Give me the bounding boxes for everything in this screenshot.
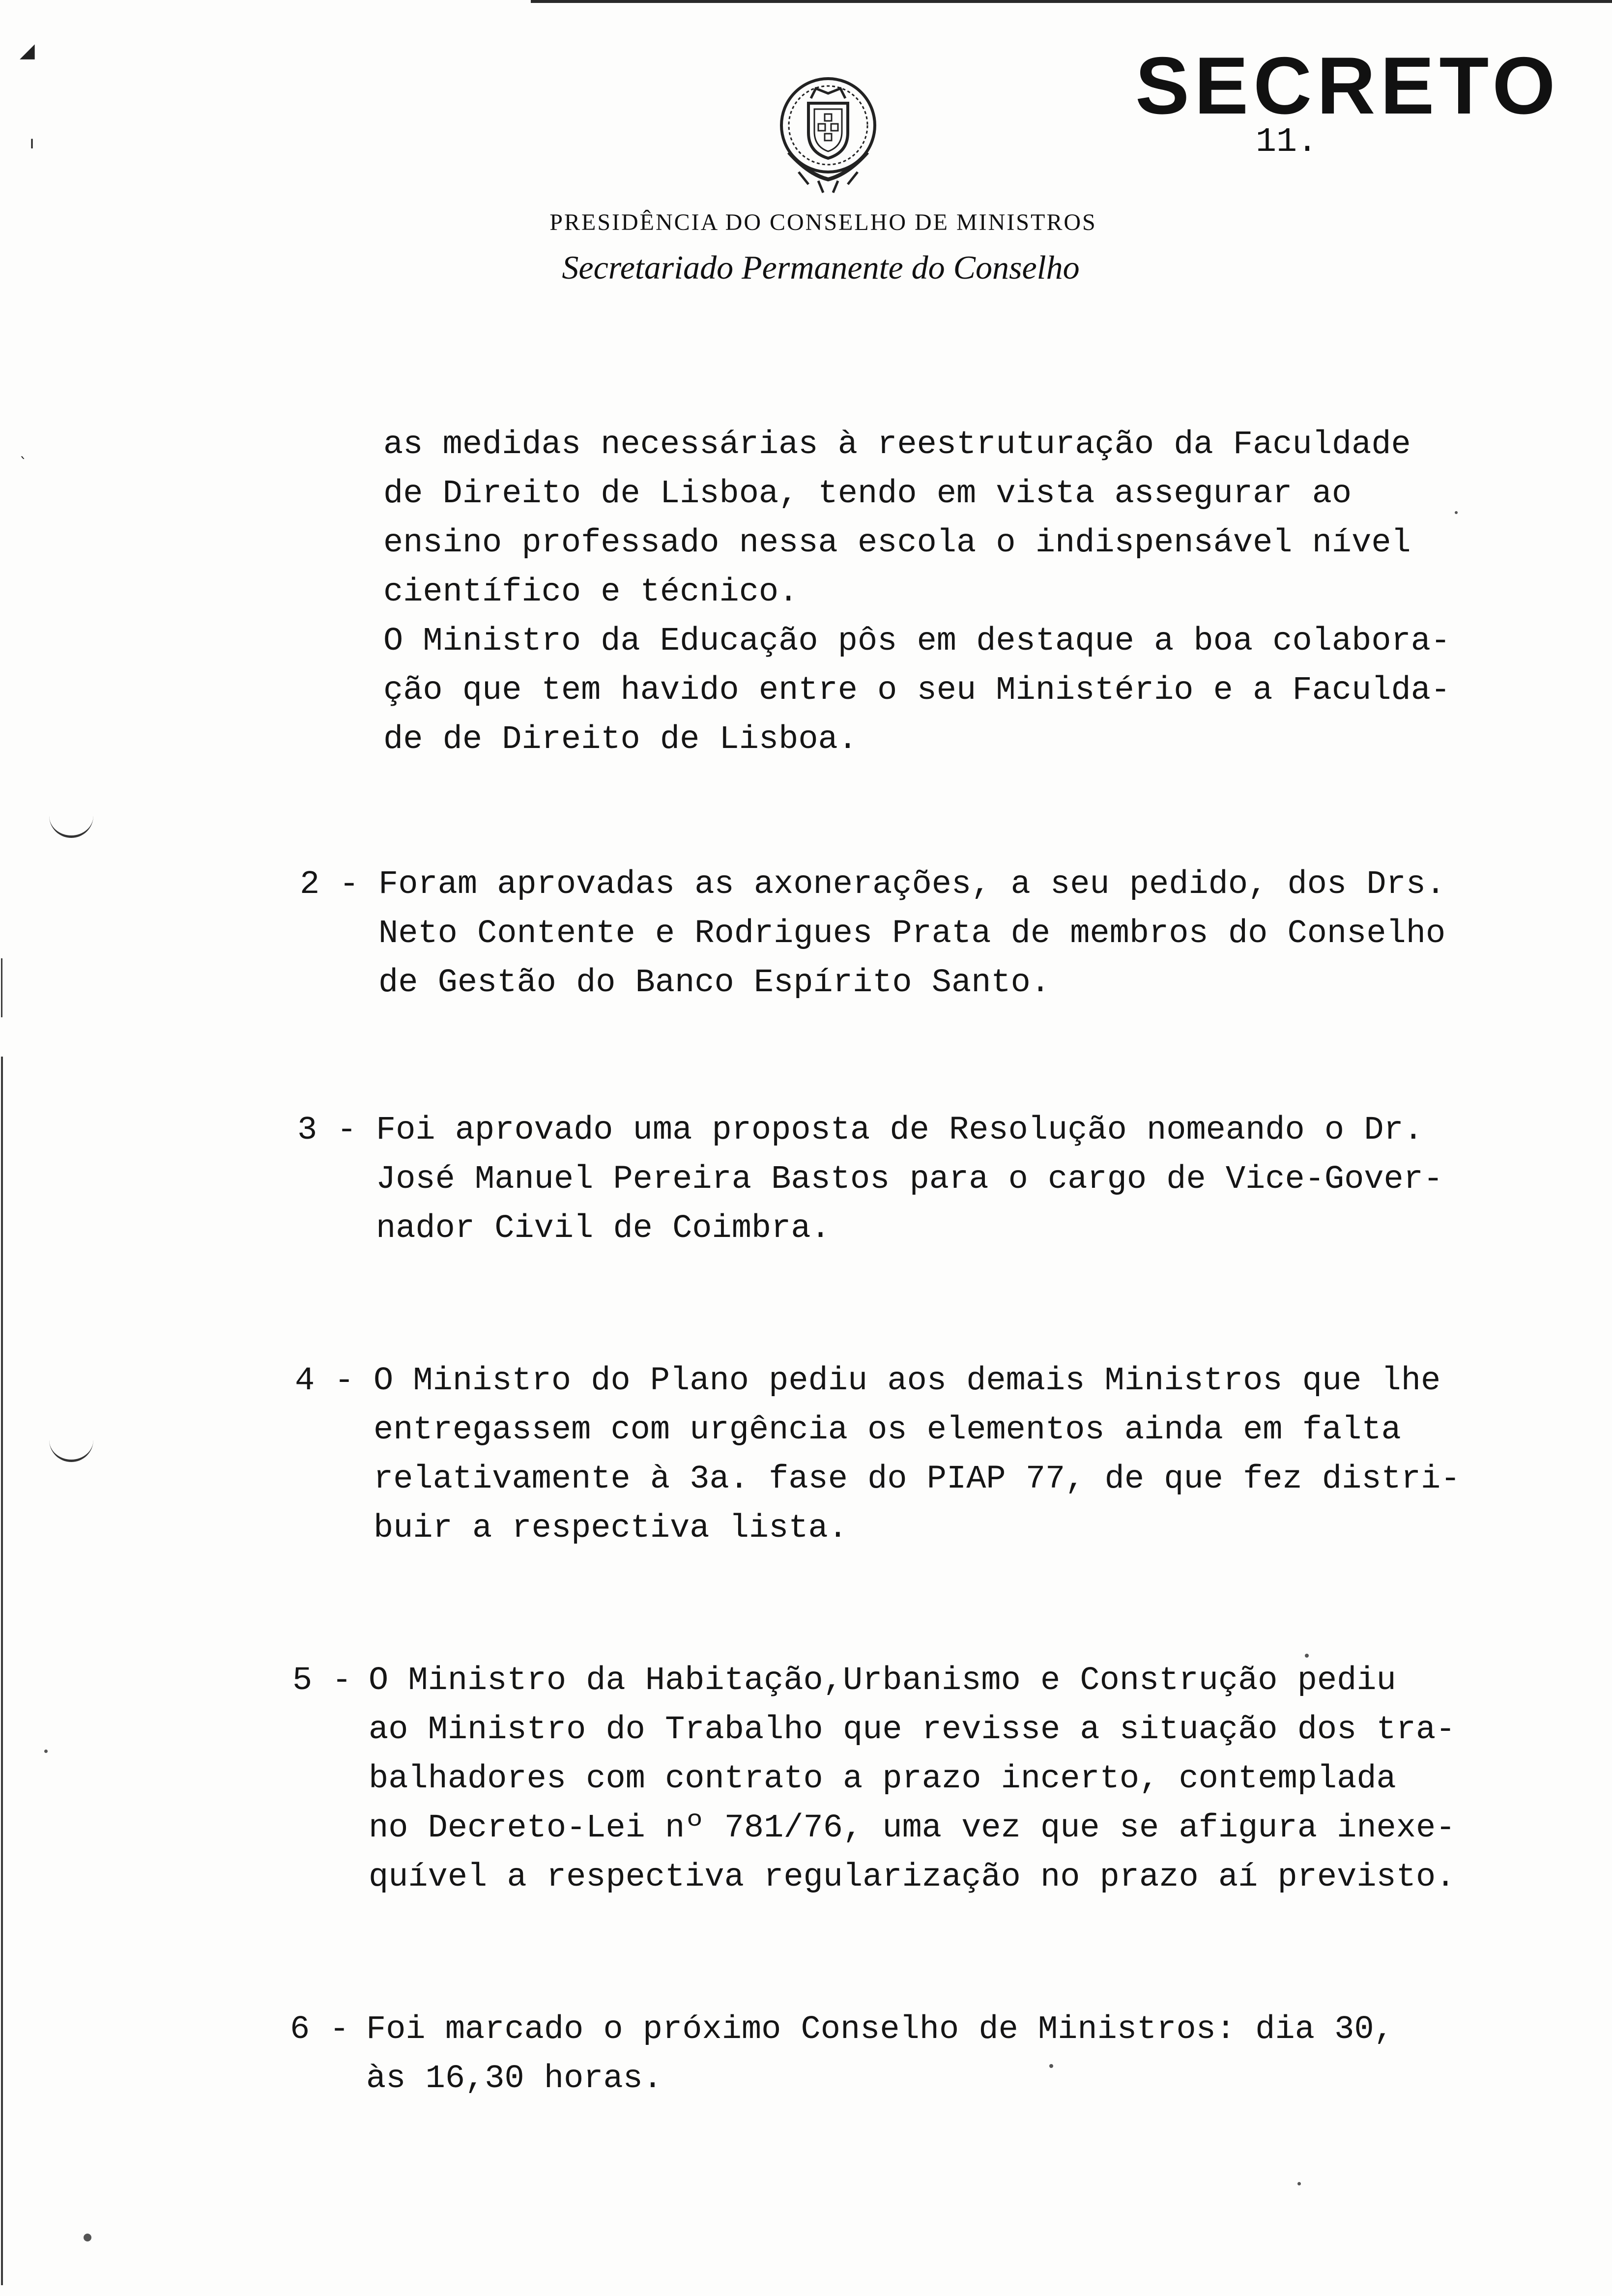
hole-punch-mark-upper [49, 816, 93, 838]
margin-mark: ◢ [20, 39, 35, 62]
item-4-text [374, 1356, 1460, 1553]
item-number: 6 - [290, 2011, 349, 2048]
text-line: O Ministro do Plano pediu aos demais Ministros que lhe [374, 1362, 1441, 1400]
text-line: nador Civil de Coimbra. [376, 1210, 831, 1247]
text-line: quível a respectiva regularização no prazo aí previsto. [369, 1859, 1456, 1896]
speck [1297, 2182, 1301, 2185]
text-line: O Ministro da Habitação,Urbanismo e Construção pediu [369, 1662, 1396, 1699]
institution-name: PRESIDÊNCIA DO CONSELHO DE MINISTROS [549, 209, 1097, 235]
text-line: Neto Contente e Rodrigues Prata de membros do Conselho [378, 915, 1446, 952]
left-edge-shadow [1, 1057, 3, 2285]
item-number: 5 - [292, 1662, 352, 1699]
text-line: ção que tem havido entre o seu Ministério e a Faculda- [383, 672, 1451, 709]
text-line: Foi marcado o próximo Conselho de Ministros: dia 30, [366, 2011, 1394, 2048]
text-line: relativamente à 3a. fase do PIAP 77, de que fez distri- [374, 1461, 1461, 1498]
text-line: às 16,30 horas. [366, 2060, 663, 2097]
left-edge-shadow-upper [1, 958, 2, 1017]
item-5-text [369, 1656, 1455, 1902]
item-number: 3 - [297, 1112, 357, 1149]
item-6-text [366, 2005, 1394, 2103]
text-line: de Gestão do Banco Espírito Santo. [378, 964, 1051, 1002]
hole-punch-mark-lower [49, 1440, 93, 1462]
coat-of-arms-icon [769, 69, 887, 197]
speck [84, 2234, 91, 2241]
text-line: científico e técnico. [383, 574, 799, 611]
department-name: Secretariado Permanente do Conselho [562, 249, 1080, 286]
text-line: entregassem com urgência os elementos ainda em falta [374, 1411, 1401, 1449]
text-line: de Direito de Lisboa, tendo em vista assegurar ao [383, 475, 1352, 513]
classification-stamp: SECRETO [1135, 40, 1560, 131]
item-2-text [378, 860, 1445, 1007]
margin-mark: ˎ [20, 442, 27, 459]
text-line: no Decreto-Lei nº 781/76, uma vez que se afigura inexe- [369, 1809, 1456, 1847]
text-line: de de Direito de Lisboa. [383, 721, 858, 758]
text-line: José Manuel Pereira Bastos para o cargo de Vice-Gover- [376, 1161, 1443, 1198]
page-number: 11. [1256, 123, 1318, 162]
text-line: buir a respectiva lista. [374, 1510, 848, 1547]
margin-mark: ı [29, 133, 35, 153]
item-number: 2 - [300, 866, 359, 903]
top-edge-rule [531, 0, 1612, 3]
text-line: O Ministro da Educação pôs em destaque a boa colabora- [383, 623, 1451, 660]
speck [1455, 511, 1458, 514]
text-line: ao Ministro do Trabalho que revisse a situação dos tra- [369, 1711, 1456, 1749]
text-line: Foram aprovadas as axonerações, a seu pedido, dos Drs. [378, 866, 1446, 903]
continuation-paragraph [383, 420, 1450, 764]
item-number: 4 - [295, 1362, 354, 1400]
text-line: balhadores com contrato a prazo incerto, contemplada [369, 1760, 1396, 1798]
text-line: ensino professado nessa escola o indispensável nível [383, 524, 1411, 562]
item-3-text [376, 1106, 1443, 1253]
text-line: Foi aprovado uma proposta de Resolução nomeando o Dr. [376, 1112, 1423, 1149]
speck [44, 1750, 48, 1753]
text-line: as medidas necessárias à reestruturação da Faculdade [383, 426, 1411, 463]
